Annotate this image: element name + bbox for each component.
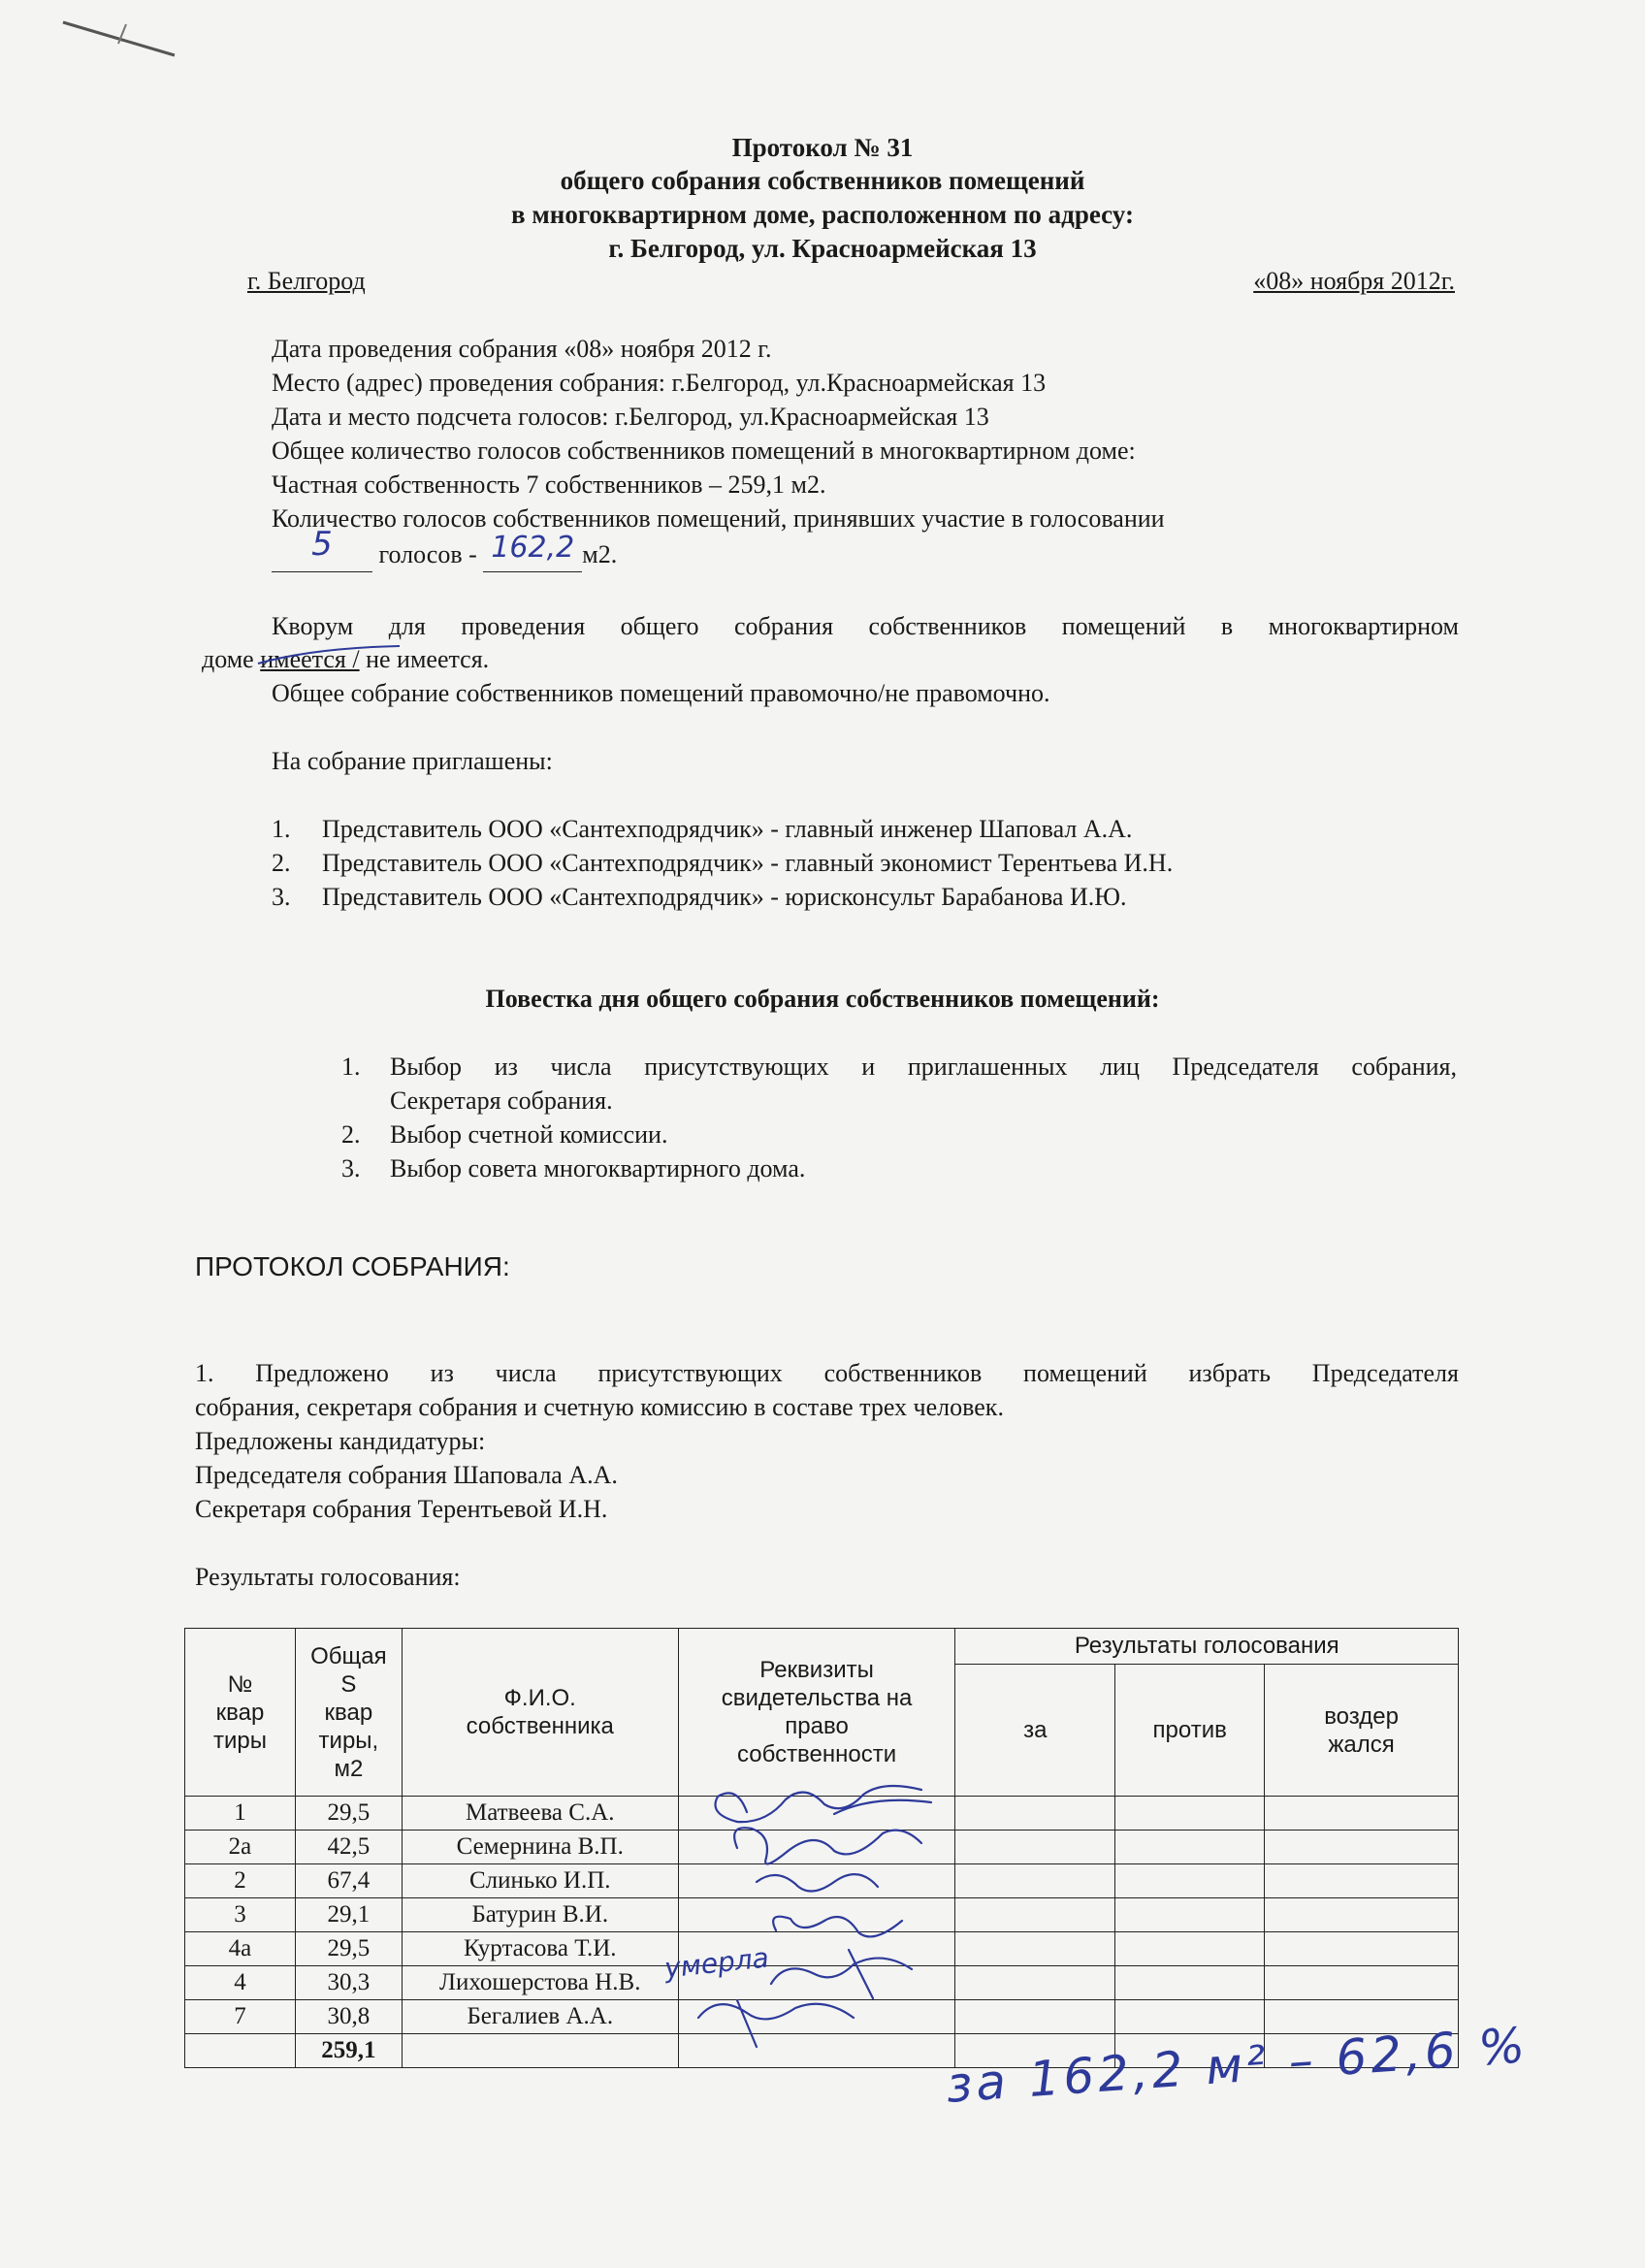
quorum-legit: Общее собрание собственников помещений правомочно/не правомочно.: [272, 679, 1050, 707]
area-handwritten: 162,2: [491, 531, 575, 565]
invited-heading: На собрание приглашены:: [272, 747, 553, 775]
handwritten-signatures: [679, 1775, 989, 2057]
area-blank: [483, 531, 582, 572]
cell-against: [1115, 1966, 1265, 2000]
header-area: [295, 1629, 402, 1797]
cell-area: 29,5: [295, 1797, 402, 1831]
invited-num: 1.: [272, 815, 291, 843]
header-text: Общая: [310, 1642, 387, 1669]
cell-area: 29,1: [295, 1898, 402, 1932]
quorum-dom: доме: [202, 645, 254, 673]
cell-name: Лихошерстова Н.В.: [402, 1966, 678, 2000]
cell-area: 30,3: [295, 1966, 402, 2000]
pen-stroke-mark: [58, 15, 184, 63]
area-unit: м2.: [582, 540, 618, 568]
cell-area: 42,5: [295, 1831, 402, 1864]
agenda-num: 2.: [341, 1120, 361, 1149]
header-text: собственника: [466, 1713, 614, 1739]
agenda-item-2-text: Выбор счетной комиссии.: [390, 1120, 668, 1149]
agenda-item-1-text: Выбор из числа присутствующих и приглашенных лиц Председателя собрания,: [390, 1053, 1457, 1081]
agenda-item-1-cont: Секретаря собрания.: [390, 1086, 613, 1115]
header-text: тиры: [212, 1727, 267, 1754]
cell-num: 1: [185, 1797, 296, 1831]
header-text: тиры,: [318, 1727, 379, 1754]
cell-against: [1115, 1797, 1265, 1831]
cell-name: Слинько И.П.: [402, 1864, 678, 1898]
header-results: Результаты голосования: [955, 1629, 1459, 1665]
document-date: «08» ноября 2012г.: [1253, 267, 1455, 295]
votes-blank: [272, 525, 372, 572]
count-place: Дата и место подсчета голосов: г.Белгород, ул.Красноармейская 13: [272, 403, 989, 431]
title-line-1: Протокол № 31: [731, 133, 914, 162]
votes-handwritten: 5: [311, 525, 333, 564]
total-votes: Общее количество голосов собственников помещений в многоквартирном доме:: [272, 437, 1136, 465]
agenda-item-1: [341, 1050, 1459, 1084]
cell-name: Бегалиев А.А.: [402, 2000, 678, 2034]
header-abstain: [1265, 1665, 1459, 1797]
votes-line: [272, 525, 618, 572]
header-text: право: [785, 1713, 849, 1739]
pen-checkmark: [254, 640, 409, 675]
title-line-2: общего собрания собственников помещений: [560, 166, 1085, 195]
cell-num: 3: [185, 1898, 296, 1932]
cell-against: [1115, 1831, 1265, 1864]
header-for: за: [955, 1665, 1115, 1797]
candidates: Предложены кандидатуры:: [195, 1427, 486, 1455]
chair-candidate: Председателя собрания Шаповала А.А.: [195, 1461, 618, 1489]
cell-total-empty: [402, 2034, 678, 2068]
invited-text: Представитель ООО «Сантехподрядчик» - главный инженер Шаповал А.А.: [322, 815, 1133, 843]
quorum-exists: имеется /: [260, 645, 360, 673]
meeting-date: Дата проведения собрания «08» ноября 2012 г.: [272, 335, 772, 363]
title-line-4: г. Белгород, ул. Красноармейская 13: [608, 234, 1037, 263]
invited-num: 3.: [272, 883, 291, 911]
header-apartment-num: [185, 1629, 296, 1797]
header-against: против: [1115, 1665, 1265, 1797]
header-owner-name: [402, 1629, 678, 1797]
cell-area: 29,5: [295, 1932, 402, 1966]
agenda-num: 3.: [341, 1154, 361, 1183]
protocol-p1-line2: собрания, секретаря собрания и счетную комиссию в составе трех человек.: [195, 1393, 1004, 1421]
handwritten-note: умерла: [662, 1941, 771, 1985]
title-line-3: в многоквартирном доме, расположенном по адресу:: [511, 200, 1134, 229]
agenda-heading: Повестка дня общего собрания собственников помещений:: [485, 985, 1160, 1013]
invited-item-2: [272, 846, 1173, 880]
cell-abstain: [1265, 1864, 1459, 1898]
invited-text: Представитель ООО «Сантехподрядчик» - главный экономист Терентьева И.Н.: [322, 849, 1174, 877]
header-requisites: [678, 1629, 955, 1797]
header-text: собственности: [736, 1741, 897, 1767]
cell-area: 30,8: [295, 2000, 402, 2034]
header-text: м2: [334, 1755, 364, 1782]
cell-against: [1115, 2000, 1265, 2034]
header-text: квар: [215, 1699, 265, 1726]
secretary-candidate: Секретаря собрания Терентьевой И.Н.: [195, 1495, 608, 1523]
invited-text: Представитель ООО «Сантехподрядчик» - юрисконсульт Барабанова И.Ю.: [322, 883, 1127, 911]
cell-abstain: [1265, 1932, 1459, 1966]
handwritten-total: за 162,2 м² – 62,6 %: [944, 2017, 1531, 2114]
dash: -: [468, 540, 484, 568]
cell-num: 4: [185, 1966, 296, 2000]
invited-item-1: [272, 812, 1132, 846]
cell-against: [1115, 1898, 1265, 1932]
cell-num: 2: [185, 1864, 296, 1898]
agenda-item-3-text: Выбор совета многоквартирного дома.: [390, 1154, 806, 1183]
header-text: квар: [324, 1699, 373, 1726]
city: г. Белгород: [247, 267, 366, 295]
cell-name: Батурин В.И.: [402, 1898, 678, 1932]
cell-abstain: [1265, 1966, 1459, 2000]
cell-total-empty: [185, 2034, 296, 2068]
cell-num: 2а: [185, 1831, 296, 1864]
cell-num: 4а: [185, 1932, 296, 1966]
protocol-p1-line1: 1. Предложено из числа присутствующих собственников помещений избрать Председателя: [195, 1359, 1459, 1387]
protocol-heading: ПРОТОКОЛ СОБРАНИЯ:: [195, 1251, 510, 1281]
header-text: воздер: [1324, 1702, 1399, 1730]
quorum-not-exists: не имеется.: [366, 645, 490, 673]
cell-num: 7: [185, 2000, 296, 2034]
cell-area: 67,4: [295, 1864, 402, 1898]
agenda-item-2: [341, 1118, 667, 1151]
results-heading: Результаты голосования:: [195, 1563, 461, 1591]
agenda-item-3: [341, 1151, 805, 1185]
cell-name: Куртасова Т.И.: [402, 1932, 678, 1966]
cell-total-area: 259,1: [295, 2034, 402, 2068]
invited-num: 2.: [272, 849, 291, 877]
header-text: Ф.И.О.: [503, 1685, 576, 1711]
header-text: №: [227, 1670, 253, 1698]
cell-name: Матвеева С.А.: [402, 1797, 678, 1831]
header-text: свидетельства на: [721, 1685, 913, 1711]
meeting-place: Место (адрес) проведения собрания: г.Белгород, ул.Красноармейская 13: [272, 369, 1047, 397]
header-text: S: [340, 1670, 357, 1698]
agenda-num: 1.: [341, 1053, 361, 1081]
cell-abstain: [1265, 1831, 1459, 1864]
invited-item-3: [272, 880, 1126, 914]
participants: Количество голосов собственников помещений, принявших участие в голосовании: [272, 504, 1165, 533]
private-property: Частная собственность 7 собственников – 259,1 м2.: [272, 470, 826, 499]
cell-abstain: [1265, 1898, 1459, 1932]
votes-word: голосов: [378, 540, 463, 568]
cell-abstain: [1265, 1797, 1459, 1831]
header-text: Реквизиты: [759, 1657, 874, 1683]
cell-name: Семернина В.П.: [402, 1831, 678, 1864]
cell-against: [1115, 1864, 1265, 1898]
cell-against: [1115, 1932, 1265, 1966]
header-text: жался: [1328, 1731, 1395, 1758]
quorum-text: Кворум для проведения общего собрания собственников помещений в многоквартирном: [272, 612, 1459, 640]
